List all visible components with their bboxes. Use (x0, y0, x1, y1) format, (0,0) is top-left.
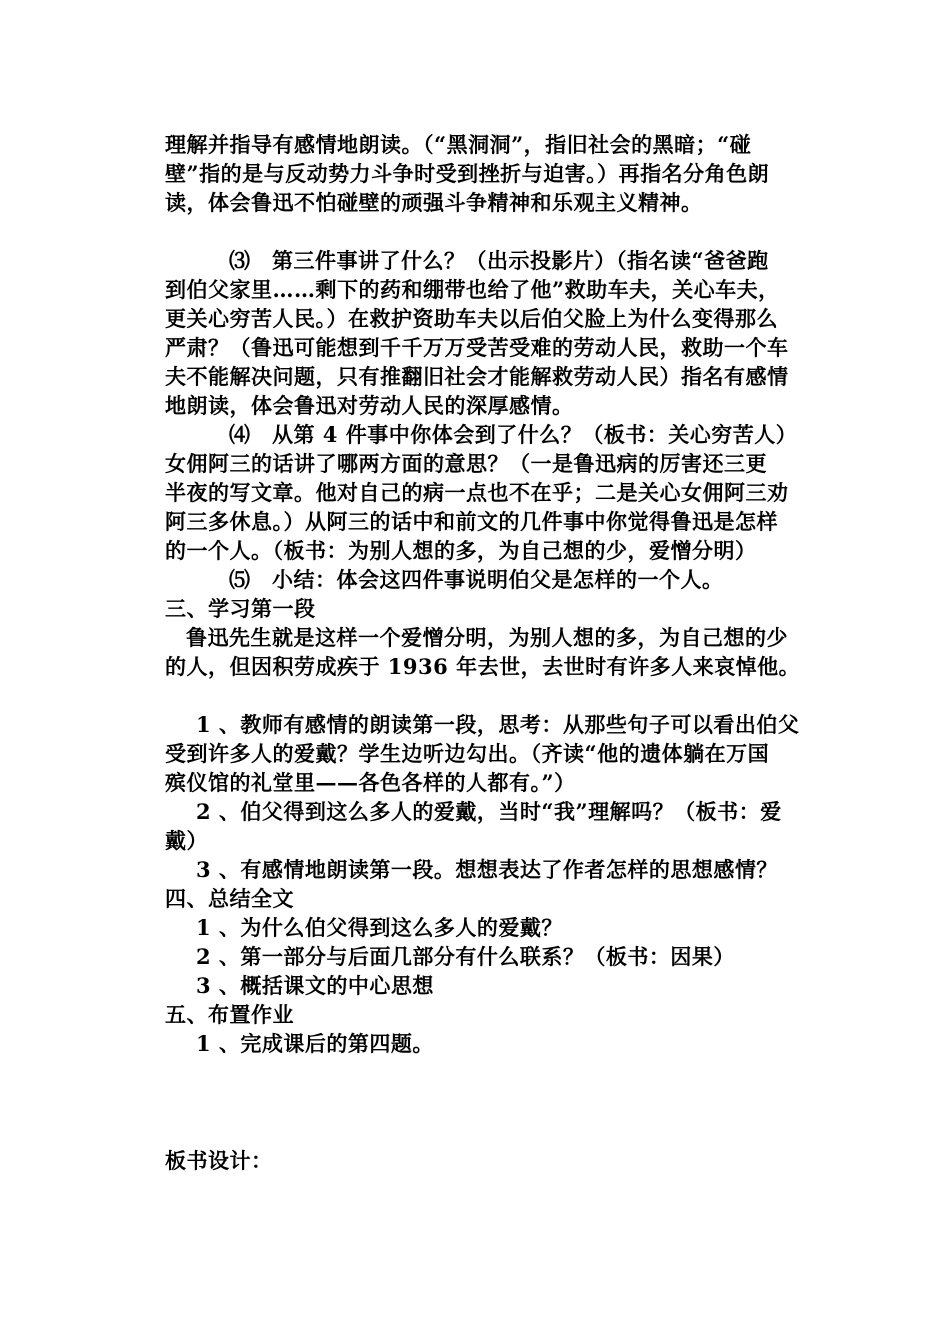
paragraph-line: 读，体会鲁迅不怕碰壁的顽强斗争精神和乐观主义精神。 (165, 190, 703, 215)
paragraph-line: ⑸ 小结：体会这四件事说明伯父是怎样的一个人。 (229, 567, 724, 592)
section-heading: 五、布置作业 (165, 1002, 294, 1027)
paragraph-line: 理解并指导有感情地朗读。（“黑洞洞”，指旧社会的黑暗；“碰 (165, 132, 752, 157)
paragraph-line: ⑷ 从第 4 件事中你体会到了什么？（板书：关心穷苦人） (229, 422, 798, 447)
paragraph-line: 壁”指的是与反动势力斗争时受到挫折与迫害。）再指名分角色朗 (165, 161, 770, 186)
paragraph-line: 女佣阿三的话讲了哪两方面的意思？（一是鲁迅病的厉害还三更 (165, 451, 767, 476)
paragraph-line: 更关心穷苦人民。）在救护资助车夫以后伯父脸上为什么变得那么 (165, 306, 778, 331)
list-item: 1 、教师有感情的朗读第一段，思考：从那些句子可以看出伯父 (196, 712, 800, 737)
paragraph-line: 鲁迅先生就是这样一个爱憎分明，为别人想的多，为自己想的少 (186, 625, 788, 650)
list-item: 2 、第一部分与后面几部分有什么联系？（板书：因果） (196, 944, 735, 969)
list-item: 3 、概括课文的中心思想 (196, 973, 434, 998)
section-heading: 四、总结全文 (165, 886, 294, 911)
list-item: 2 、伯父得到这么多人的爱戴，当时“我”理解吗？（板书：爱 (196, 799, 782, 824)
section-heading: 三、学习第一段 (165, 596, 316, 621)
paragraph-line: 阿三多休息。）从阿三的话中和前文的几件事中你觉得鲁迅是怎样 (165, 509, 778, 534)
paragraph-line: 受到许多人的爱戴？学生边听边勾出。（齐读“他的遗体躺在万国 (165, 741, 770, 766)
list-item: 1 、为什么伯父得到这么多人的爱戴？ (196, 915, 563, 940)
list-item: 1 、完成课后的第四题。 (196, 1031, 434, 1056)
list-item: 3 、有感情地朗读第一段。想想表达了作者怎样的思想感情？ (196, 857, 778, 882)
board-design-heading: 板书设计： (165, 1148, 273, 1173)
paragraph-line: 严肃？（鲁迅可能想到千千万万受苦受难的劳动人民，救助一个车 (165, 335, 789, 360)
paragraph-line: 的人，但因积劳成疾于 1936 年去世，去世时有许多人来哀悼他。 (165, 654, 801, 679)
paragraph-line: 半夜的写文章。他对自己的病一点也不在乎；二是关心女佣阿三劝 (165, 480, 789, 505)
paragraph-line: 夫不能解决问题，只有推翻旧社会才能解救劳动人民）指名有感情 (165, 364, 789, 389)
paragraph-line: ⑶ 第三件事讲了什么？（出示投影片）（指名读“爸爸跑 (229, 248, 769, 273)
paragraph-line: 到伯父家里……剩下的药和绷带也给了他”救助车夫，关心车夫， (165, 277, 780, 302)
paragraph-line: 的一个人。（板书：为别人想的多，为自己想的少，爱憎分明） (165, 538, 757, 563)
paragraph-line: 地朗读，体会鲁迅对劳动人民的深厚感情。 (165, 393, 574, 418)
paragraph-line: 殡仪馆的礼堂里——各色各样的人都有。”） (165, 770, 576, 795)
paragraph-line: 戴） (165, 828, 208, 853)
